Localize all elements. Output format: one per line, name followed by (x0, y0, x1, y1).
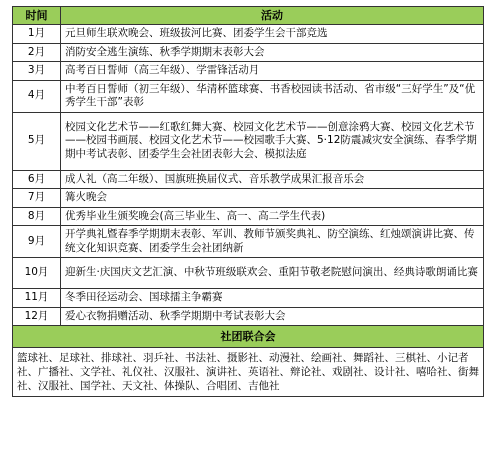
table-row (13, 189, 484, 208)
month-cell: 6月 (13, 170, 61, 189)
activity-cell: 成人礼（高二年级）、国旗班换届仪式、音乐教学成果汇报音乐会 (61, 170, 484, 189)
table-row (13, 112, 484, 170)
clubs-list: 篮球社、足球社、排球社、羽乒社、书法社、摄影社、动漫社、绘画社、舞蹈社、三棋社、小记者社、广播社、文学社、礼仪社、汉服社、演讲社、英语社、辩论社、戏剧社、设计社、嘻哈社、街舞社、汉服社、国学社、天文社、体操队、合唱团、吉他社 (13, 348, 484, 397)
activity-cell: 优秀毕业生颁奖晚会(高三毕业生、高一、高二学生代表) (61, 207, 484, 226)
activity-cell: 迎新生·庆国庆文艺汇演、中秋节班级联欢会、重阳节敬老院慰问演出、经典诗歌朗诵比赛 (61, 258, 484, 289)
activity-cell: 开学典礼暨春季学期期末表彰、军训、教师节颁奖典礼、防空演练、红烛颂演讲比赛、传统文化知识竞赛、团委学生会社团纳新 (61, 226, 484, 258)
table-row (13, 207, 484, 226)
table-row (13, 307, 484, 326)
table-row (13, 170, 484, 189)
activity-cell: 中考百日誓师（初三年级）、华清杯篮球赛、书香校园读书活动、省市级“三好学生”及“优秀学生干部”表彰 (61, 80, 484, 112)
table-row (13, 226, 484, 258)
table-row (13, 80, 484, 112)
clubs-title: 社团联合会 (13, 326, 484, 348)
clubs-list-row (13, 348, 484, 397)
month-cell: 3月 (13, 62, 61, 81)
table-row (13, 289, 484, 308)
activity-cell: 爱心衣物捐赠活动、秋季学期期中考试表彰大会 (61, 307, 484, 326)
activity-cell: 冬季田径运动会、国球擂主争霸赛 (61, 289, 484, 308)
activity-cell: 高考百日誓师（高三年级）、学雷锋活动月 (61, 62, 484, 81)
table-row (13, 62, 484, 81)
table-header-row (13, 7, 484, 25)
activity-cell: 消防安全逃生演练、秋季学期期末表彰大会 (61, 43, 484, 62)
table-row (13, 25, 484, 44)
activity-table (12, 6, 484, 397)
table-row (13, 258, 484, 289)
month-cell: 4月 (13, 80, 61, 112)
month-cell: 8月 (13, 207, 61, 226)
month-cell: 5月 (13, 112, 61, 170)
table-row (13, 43, 484, 62)
month-cell: 12月 (13, 307, 61, 326)
month-cell: 2月 (13, 43, 61, 62)
activity-cell: 篝火晚会 (61, 189, 484, 208)
month-cell: 1月 (13, 25, 61, 44)
month-cell: 7月 (13, 189, 61, 208)
month-cell: 10月 (13, 258, 61, 289)
clubs-header-row (13, 326, 484, 348)
month-cell: 9月 (13, 226, 61, 258)
header-time: 时间 (13, 7, 61, 25)
activity-cell: 元旦师生联欢晚会、班级拔河比赛、团委学生会干部竞选 (61, 25, 484, 44)
month-cell: 11月 (13, 289, 61, 308)
activity-cell: 校园文化艺术节——红歌红舞大赛、校园文化艺术节——创意涂鸦大赛、校园文化艺术节——校园书画展、校园文化艺术节——校园歌手大赛、5·12防震减灾安全演练、春季学期期中考试表彰、团委学生会社团表彰大会、模拟法庭 (61, 112, 484, 170)
header-activity: 活动 (61, 7, 484, 25)
